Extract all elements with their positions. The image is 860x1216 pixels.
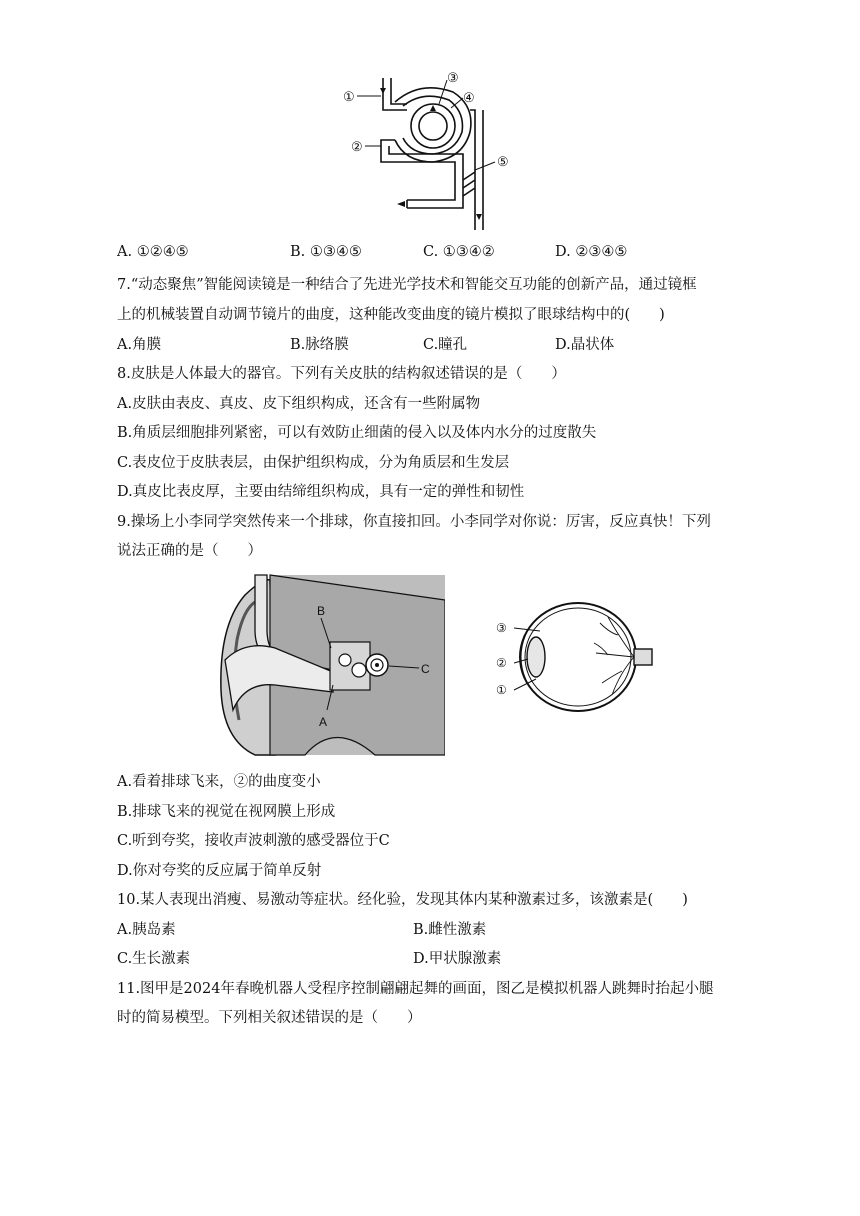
q8-option-d[interactable]: D.真皮比表皮厚，主要由结缔组织构成，具有一定的弹性和韧性 — [117, 484, 525, 500]
q9-option-b[interactable]: B.排球飞来的视觉在视网膜上形成 — [117, 804, 336, 820]
q9-stem-line1: 9.操场上小李同学突然传来一个排球，你直接扣回。小李同学对你说：厉害，反应真快！下列 — [117, 514, 711, 530]
q9-option-d[interactable]: D.你对夸奖的反应属于简单反射 — [117, 863, 322, 879]
q7-option-b[interactable]: B.脉络膜 — [290, 337, 349, 353]
q10-option-d[interactable]: D.甲状腺激素 — [413, 951, 502, 967]
q10-option-c[interactable]: C.生长激素 — [117, 951, 191, 967]
eye-label-3: ③ — [496, 621, 507, 635]
q8-option-a[interactable]: A.皮肤由表皮、真皮、皮下组织构成，还含有一些附属物 — [117, 396, 481, 412]
q7-option-c[interactable]: C.瞳孔 — [423, 337, 468, 353]
q8-option-c[interactable]: C.表皮位于皮肤表层，由保护组织构成，分为角质层和生发层 — [117, 455, 510, 471]
q9-option-c[interactable]: C.听到夸奖，接收声波刺激的感受器位于C — [117, 833, 390, 849]
eye-label-1: ① — [496, 683, 507, 697]
ear-label-c: C — [421, 662, 430, 676]
q6-option-c[interactable]: C. ①③④② — [423, 244, 495, 260]
q8-stem: 8.皮肤是人体最大的器官。下列有关皮肤的结构叙述错误的是（ ） — [117, 366, 566, 382]
ear-diagram — [215, 570, 445, 760]
ear-label-b: B — [317, 604, 326, 618]
q9-option-a[interactable]: A.看着排球飞来，②的曲度变小 — [117, 774, 321, 790]
eye-diagram — [490, 595, 660, 725]
fig6-label-2: ② — [351, 139, 363, 154]
circulation-diagram — [335, 70, 535, 235]
q7-option-d[interactable]: D.晶状体 — [555, 337, 615, 353]
q7-stem-line2: 上的机械装置自动调节镜片的曲度，这种能改变曲度的镜片模拟了眼球结构中的( ) — [117, 307, 665, 323]
q7-option-a[interactable]: A.角膜 — [117, 337, 162, 353]
q6-option-d[interactable]: D. ②③④⑤ — [555, 244, 628, 260]
q11-stem-line1: 11.图甲是2024年春晚机器人受程序控制翩翩起舞的画面，图乙是模拟机器人跳舞时抬起小腿 — [117, 981, 714, 997]
fig6-label-5: ⑤ — [497, 154, 509, 169]
fig6-label-3: ③ — [447, 70, 459, 85]
q10-option-b[interactable]: B.雌性激素 — [413, 922, 487, 938]
q9-stem-line2: 说法正确的是（ ） — [117, 543, 262, 559]
q11-stem-line2: 时的简易模型。下列相关叙述错误的是（ ） — [117, 1010, 422, 1026]
q6-option-a[interactable]: A. ①②④⑤ — [117, 244, 189, 260]
fig6-label-4: ④ — [463, 90, 475, 105]
q8-option-b[interactable]: B.角质层细胞排列紧密，可以有效防止细菌的侵入以及体内水分的过度散失 — [117, 425, 597, 441]
eye-label-2: ② — [496, 656, 507, 670]
q7-stem-line1: 7.“动态聚焦”智能阅读镜是一种结合了先进光学技术和智能交互功能的创新产品，通过镜框 — [117, 277, 697, 293]
ear-label-a: A — [319, 715, 328, 729]
q10-option-a[interactable]: A.胰岛素 — [117, 922, 176, 938]
q10-stem: 10.某人表现出消瘦、易激动等症状。经化验，发现其体内某种激素过多，该激素是( ) — [117, 892, 688, 908]
q6-option-b[interactable]: B. ①③④⑤ — [290, 244, 362, 260]
fig6-label-1: ① — [343, 89, 355, 104]
